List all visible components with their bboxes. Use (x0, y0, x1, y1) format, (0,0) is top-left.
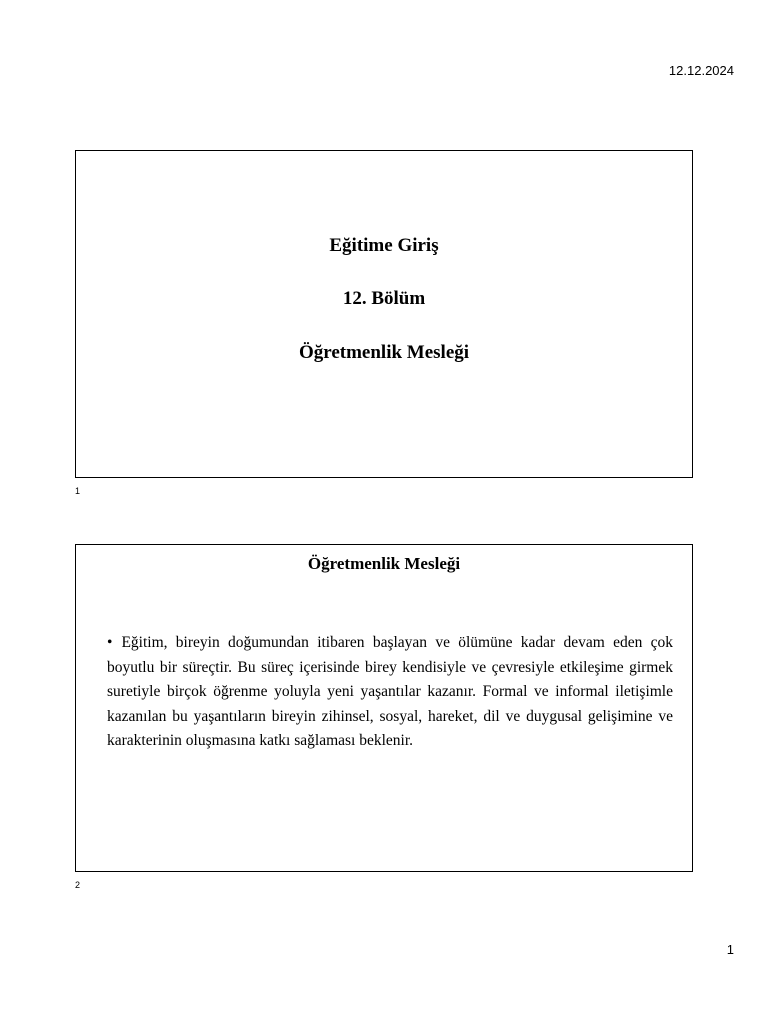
bullet-icon: • (107, 634, 113, 651)
slide-2 (75, 544, 693, 872)
paragraph-text: Eğitim, bireyin doğumundan itibaren başlayan ve ölümüne kadar devam eden çok boyutlu bir süreçtir. Bu süreç içerisinde birey kendisiyle ve çevresiyle etkileşime girmek suretiyle birçok öğrenme yoluyla yeni yaşantılar kazanır. Formal ve informal iletişimle kazanılan bu yaşantıların bireyin zihinsel, sosyal, hareket, dil ve duygusal gelişimine ve karakterinin oluşmasına katkı sağlaması beklenir. (107, 634, 673, 749)
bullet-paragraph (107, 631, 673, 754)
print-date: 12.12.2024 (668, 63, 734, 78)
slide-number-1: 1 (75, 486, 81, 496)
slide-number-2: 2 (75, 880, 81, 890)
chapter-number: 12. Bölüm (342, 288, 426, 309)
chapter-title: Öğretmenlik Mesleği (298, 342, 470, 363)
slide-1 (75, 150, 693, 478)
page-number: 1 (726, 942, 734, 957)
slide-heading: Öğretmenlik Mesleği (307, 554, 461, 573)
course-title: Eğitime Giriş (329, 235, 439, 256)
